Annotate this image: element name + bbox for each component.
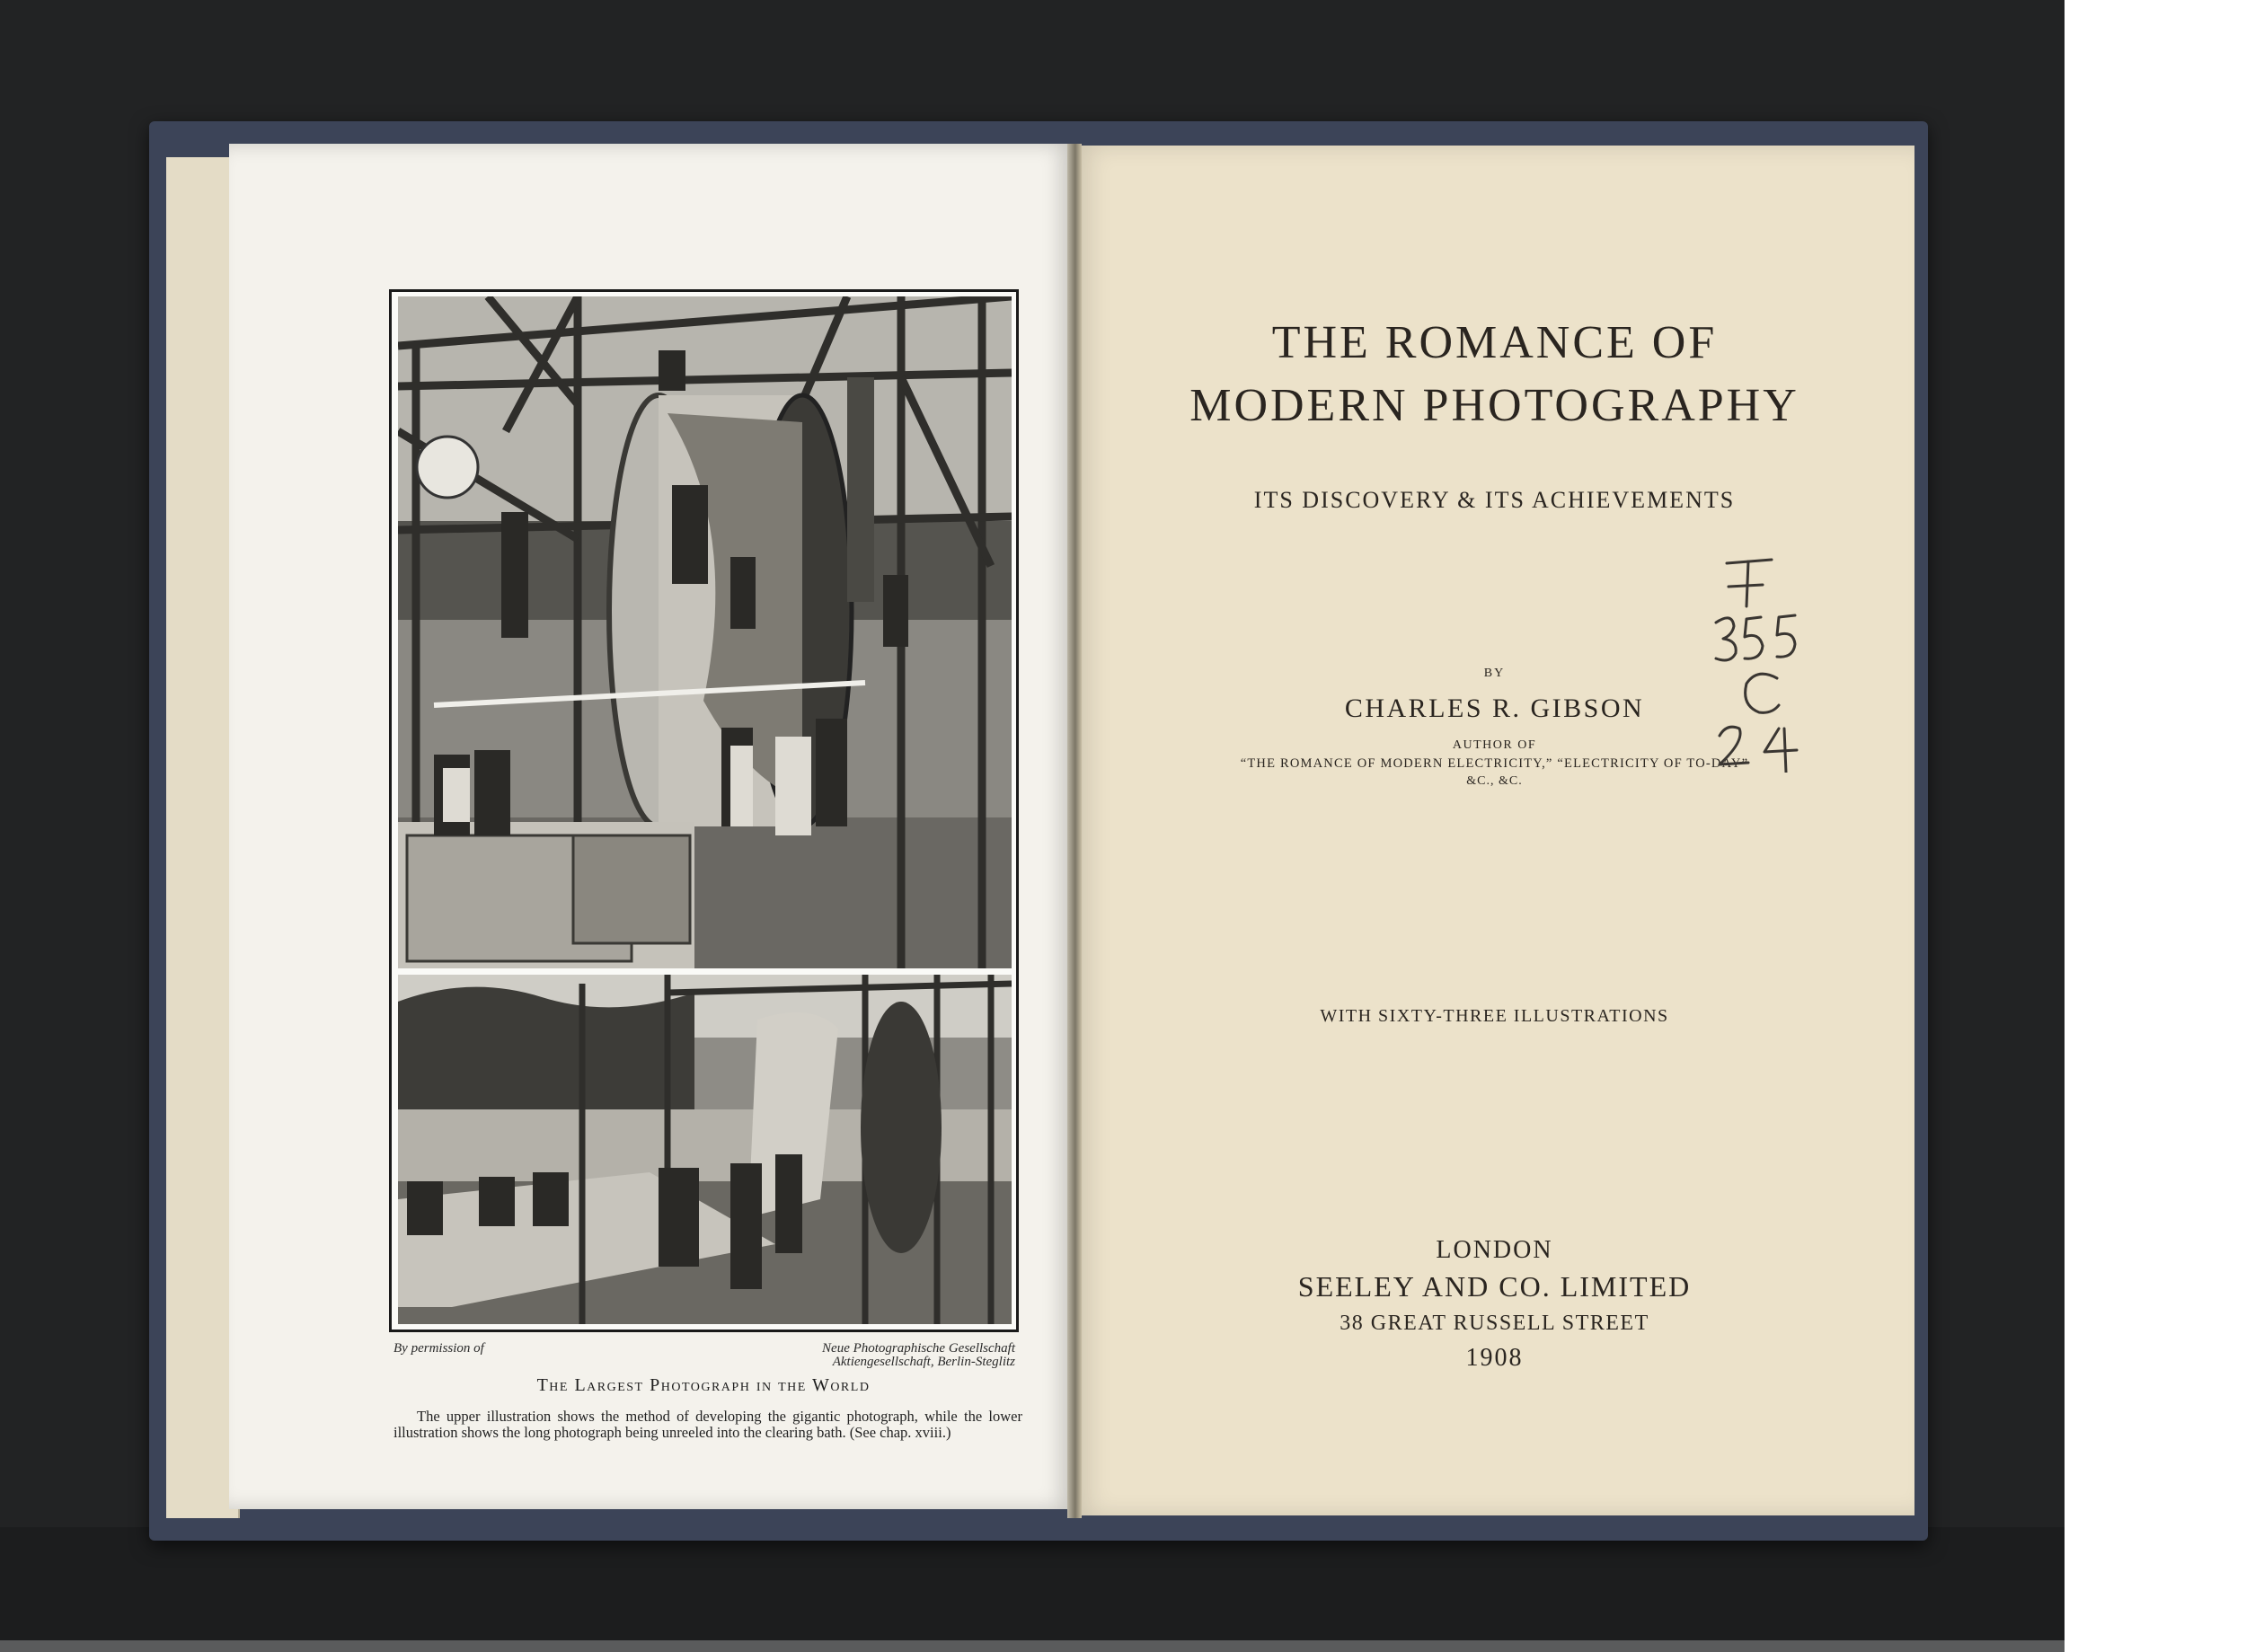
plate-title: The Largest Photograph in the World [536,1375,871,1395]
photo-unreeling-bath [398,975,1012,1324]
publisher-city: LONDON [1436,1236,1553,1264]
publisher-name: SEELEY AND CO. LIMITED [1297,1270,1692,1303]
book-subtitle: ITS DISCOVERY & ITS ACHIEVEMENTS [1253,487,1736,513]
author-works-etc: &C., &C. [1466,774,1523,788]
author-of-label: AUTHOR OF [1452,738,1537,752]
plate-credit-line2: Aktiengesellschaft, Berlin-Steglitz [832,1355,1015,1369]
plate-credit-left: By permission of [393,1341,484,1356]
handwritten-shelfmark [1707,552,1806,773]
author-name: CHARLES R. GIBSON [1344,693,1645,723]
background-surface [0,1527,2065,1640]
plate-credit-line1: Neue Photographische Gesellschaft [822,1341,1015,1356]
illustrations-note: WITH SIXTY-THREE ILLUSTRATIONS [1320,1006,1669,1026]
author-other-works: “THE ROMANCE OF MODERN ELECTRICITY,” “ELECTRICITY OF TO-DAY” [1240,756,1749,771]
byline-label: BY [1483,667,1506,680]
book-title-line1: THE ROMANCE OF [1271,317,1718,368]
background-strip [0,1640,2065,1652]
photo-developing-wheel [398,296,1012,968]
plate-credit-right [737,1342,1015,1369]
publisher-address: 38 GREAT RUSSELL STREET [1340,1312,1649,1335]
book-title-line2: MODERN PHOTOGRAPHY [1189,380,1799,431]
plate-caption: The upper illustration shows the method of developing the gigantic photograph, while the lower illustration shows the long photograph being unreeled into the clearing bath. (See chap. xviii.) [393,1408,1022,1441]
background-margin [2065,0,2246,1652]
publication-year: 1908 [1465,1344,1524,1372]
